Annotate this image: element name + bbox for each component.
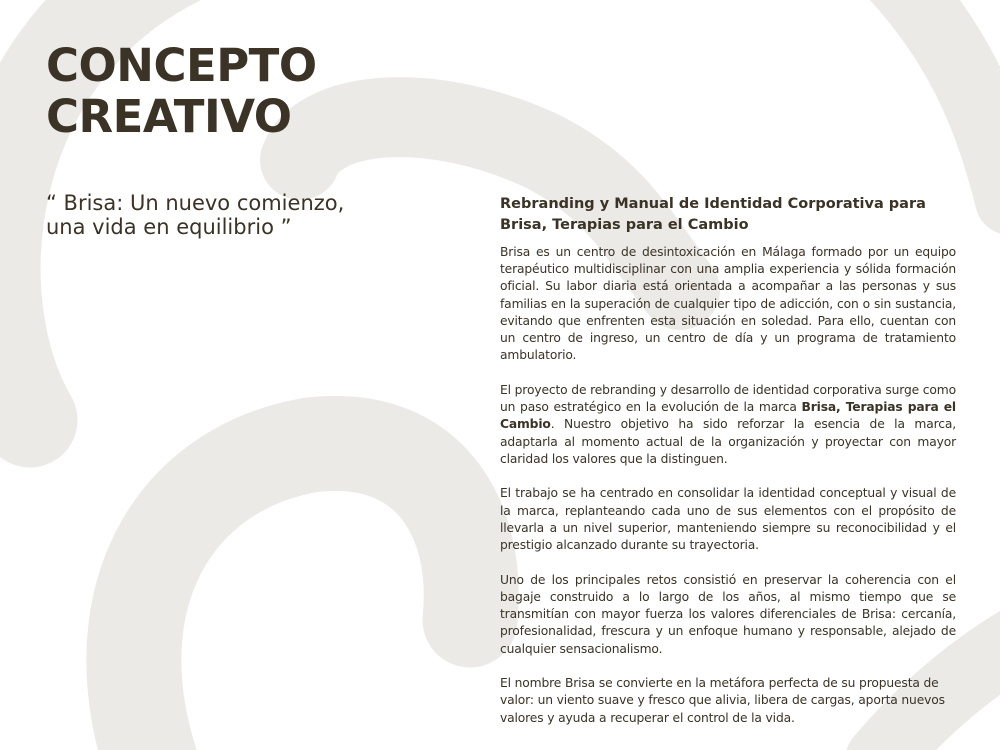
brand-name-bold: Brisa, Terapias para el Cambio bbox=[500, 400, 956, 432]
paragraph-4: Uno de los principales retos consistió en preservar la coherencia con el bagaje construido a lo largo de los años, al mismo tiempo que se transmitían con mayor fuerza los valores diferenciales de Brisa: cercanía, profesionalidad, frescura y un enfoque humano y responsable, alejado de cualquier sensacionalismo. bbox=[500, 572, 956, 656]
article-body bbox=[500, 194, 956, 744]
article-heading bbox=[500, 194, 956, 236]
paragraph-3: El trabajo se ha centrado en consolidar la identidad conceptual y visual de la marca, replanteando cada uno de sus elementos con el propósito de llevarla a un nivel superior, manteniendo siempre su reconocibilidad y el prestigio alcanzado durante su trayectoria. bbox=[500, 486, 956, 553]
paragraph-5: El nombre Brisa se convierte en la metáfora perfecta de su propuesta de valor: un viento suave y fresco que alivia, libera de cargas, aporta nuevos valores y ayuda a recuperar el control de la vida. bbox=[500, 676, 945, 725]
tagline-quote bbox=[46, 191, 406, 239]
page-title-line-1: CONCEPTO bbox=[46, 39, 317, 92]
paragraph-2 bbox=[500, 382, 956, 468]
swirl-lower-loop bbox=[134, 443, 471, 750]
paragraph-1: Brisa es un centro de desintoxicación en Málaga formado por un equipo terapéutico multidisciplinar con una amplia experiencia y sólida formación oficial. Su labor diaria está orientada a acompañar a las personas y sus familias en la superación de cualquier tipo de adicción, con o sin sustancia, evitando que enfrenten esta situación en soledad. Para ello, cuentan con un centro de ingreso, un centro de día y un programa de tratamiento ambulatorio. bbox=[500, 245, 956, 363]
paragraph-2-text-start: El proyecto de rebranding y desarrollo de identidad corporativa surge como un paso estratégico en la evolución de la marca bbox=[500, 382, 956, 415]
tagline-line-2: una vida en equilibrio ” bbox=[46, 215, 292, 239]
article-heading-line-1: Rebranding y Manual de Identidad Corporativa para bbox=[500, 196, 926, 212]
page-title bbox=[46, 40, 317, 142]
tagline-line-1: “ Brisa: Un nuevo comienzo, bbox=[46, 191, 345, 215]
page-title-line-2: CREATIVO bbox=[46, 90, 292, 143]
paragraph-2-text-end: . Nuestro objetivo ha sido reforzar la esencia de la marca, adaptarla al momento actual de la organización y proyectar con mayor claridad los valores que la distinguen. bbox=[500, 417, 956, 466]
article-heading-line-2: Brisa, Terapias para el Cambio bbox=[500, 217, 749, 233]
swirl-top-right-arc bbox=[880, 0, 1000, 200]
